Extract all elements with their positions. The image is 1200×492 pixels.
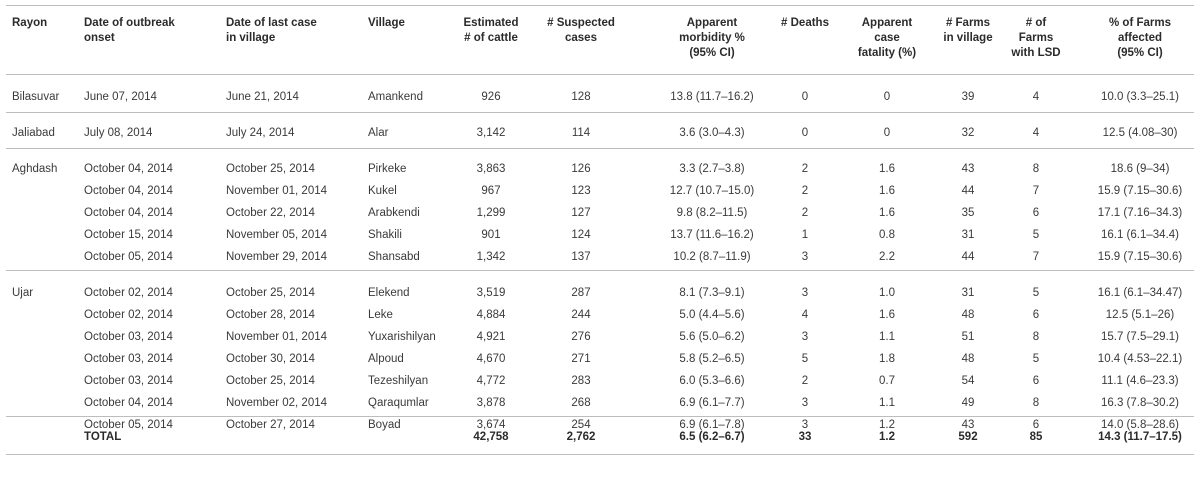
- cell-outbreak-onset: October 03, 2014: [84, 353, 173, 365]
- cell-farms-with-lsd: 5: [1032, 287, 1040, 299]
- cell-case-fatality: 1.6: [879, 163, 895, 175]
- cell-farms-affected: 11.1 (4.6–23.3): [1101, 375, 1179, 387]
- column-header-line: # Farms: [945, 17, 991, 29]
- cell-case-fatality: 0: [883, 127, 891, 139]
- column-header-line: % of Farms: [1109, 17, 1171, 29]
- cell-farms-with-lsd: 6: [1032, 309, 1040, 321]
- column-header-line: Apparent: [861, 17, 913, 29]
- cell-deaths: 3: [801, 287, 809, 299]
- cell-farms-affected: 16.3 (7.8–30.2): [1100, 397, 1179, 409]
- column-header-line: (95% CI): [1117, 47, 1163, 59]
- cell-deaths: 2: [801, 207, 809, 219]
- cell-cattle: 4,921: [476, 331, 506, 343]
- cell-last-case: November 01, 2014: [226, 185, 328, 197]
- cell-suspected-cases: 124: [571, 229, 591, 241]
- column-header-cattle: [441, 16, 541, 46]
- cell-last-case: July 24, 2014: [226, 127, 295, 139]
- cell-cattle: 3,674: [476, 419, 506, 431]
- cell-suspected-cases: 114: [571, 127, 591, 139]
- cell-farms-with-lsd: 7: [1032, 251, 1040, 263]
- cell-suspected-cases: 254: [571, 419, 591, 431]
- column-header-line: Apparent: [686, 17, 738, 29]
- cell-deaths: 1: [801, 229, 809, 241]
- cell-village: Leke: [368, 309, 393, 321]
- cell-outbreak-onset: October 04, 2014: [84, 207, 173, 219]
- cell-case-fatality: 2.2: [879, 251, 895, 263]
- column-header-line: with LSD: [1011, 47, 1061, 59]
- column-header-morbidity: [654, 16, 770, 61]
- column-header-line: # of: [1025, 17, 1047, 29]
- cell-farms-in-village: 39: [961, 91, 975, 103]
- cell-farms-with-lsd: 4: [1032, 127, 1040, 139]
- cell-morbidity: 3.3 (2.7–3.8): [679, 163, 745, 175]
- cell-case-fatality: 1.6: [879, 207, 895, 219]
- cell-deaths: 3: [801, 419, 809, 431]
- cell-outbreak-onset: October 04, 2014: [84, 163, 173, 175]
- cell-village: Qaraqumlar: [368, 397, 429, 409]
- cell-suspected-cases: 123: [571, 185, 591, 197]
- cell-outbreak-onset: October 03, 2014: [84, 331, 173, 343]
- cell-outbreak-onset: October 04, 2014: [84, 397, 173, 409]
- cell-outbreak-onset: October 05, 2014: [84, 419, 173, 431]
- cell-last-case: October 27, 2014: [226, 419, 315, 431]
- cell-last-case: October 22, 2014: [226, 207, 315, 219]
- column-header-line: # Deaths: [781, 17, 829, 29]
- cell-deaths: 0: [801, 127, 809, 139]
- cell-deaths: 3: [801, 251, 809, 263]
- cell-suspected-cases: 127: [571, 207, 591, 219]
- cell-last-case: November 29, 2014: [226, 251, 328, 263]
- cell-suspected-cases: 126: [571, 163, 591, 175]
- cell-outbreak-onset: October 04, 2014: [84, 185, 173, 197]
- cell-suspected-cases: 276: [571, 331, 591, 343]
- cell-cattle: 901: [481, 229, 501, 241]
- cell-deaths: 4: [801, 309, 809, 321]
- column-header-suspected-cases: [531, 16, 631, 46]
- cell-cattle: 3,878: [476, 397, 506, 409]
- column-header-line: # of cattle: [464, 32, 518, 44]
- cell-rayon: Ujar: [12, 287, 34, 299]
- table-rule: [6, 270, 1194, 271]
- cell-morbidity: 5.0 (4.4–5.6): [679, 309, 745, 321]
- cell-farms-affected: 15.9 (7.15–30.6): [1097, 251, 1183, 263]
- cell-morbidity: 3.6 (3.0–4.3): [679, 127, 745, 139]
- cell-farms-with-lsd: 4: [1032, 91, 1040, 103]
- cell-deaths: 3: [801, 331, 809, 343]
- cell-morbidity: 9.8 (8.2–11.5): [676, 207, 748, 219]
- cell-farms-in-village: 31: [961, 287, 975, 299]
- column-header-line: # Suspected: [547, 17, 615, 29]
- cell-case-fatality: 1.2: [879, 419, 895, 431]
- column-header-case-fatality: [842, 16, 932, 61]
- cell-morbidity: 13.8 (11.7–16.2): [670, 91, 754, 103]
- column-header-line: onset: [84, 32, 115, 44]
- column-header-line: Date of outbreak: [84, 17, 175, 29]
- column-header-line: case: [874, 32, 900, 44]
- cell-farms-in-village: 54: [961, 375, 975, 387]
- cell-farms-affected: 14.0 (5.8–28.6): [1100, 419, 1179, 431]
- cell-rayon: Bilasuvar: [12, 91, 60, 103]
- column-header-line: Village: [368, 17, 405, 29]
- cell-cattle: 4,772: [476, 375, 506, 387]
- cell-village: Pirkeke: [368, 163, 407, 175]
- cell-village: Shansabd: [368, 251, 420, 263]
- cell-farms-affected: 12.5 (4.08–30): [1102, 127, 1178, 139]
- cell-outbreak-onset: July 08, 2014: [84, 127, 153, 139]
- cell-farms-affected: 10.0 (3.3–25.1): [1100, 91, 1179, 103]
- column-header-line: Farms: [1018, 32, 1054, 44]
- table-rule: [6, 5, 1194, 6]
- cell-last-case: October 25, 2014: [226, 163, 315, 175]
- cell-farms-with-lsd: 8: [1032, 331, 1040, 343]
- cell-farms-in-village: 51: [961, 331, 975, 343]
- cell-cattle: 42,758: [473, 431, 509, 443]
- cell-last-case: November 01, 2014: [226, 331, 328, 343]
- cell-case-fatality: 1.2: [879, 431, 895, 443]
- cell-farms-affected: 16.1 (6.1–34.4): [1100, 229, 1179, 241]
- cell-cattle: 1,342: [476, 251, 506, 263]
- cell-farms-with-lsd: 6: [1032, 207, 1040, 219]
- cell-farms-affected: 12.5 (5.1–26): [1105, 309, 1175, 321]
- cell-farms-affected: 17.1 (7.16–34.3): [1097, 207, 1183, 219]
- column-header-deaths: [770, 16, 840, 31]
- cell-morbidity: 8.1 (7.3–9.1): [679, 287, 745, 299]
- cell-village: Tezeshilyan: [368, 375, 429, 387]
- cell-farms-affected: 14.3 (11.7–17.5): [1098, 431, 1182, 443]
- cell-farms-in-village: 44: [961, 251, 975, 263]
- column-header-farms-with-lsd: [996, 16, 1076, 61]
- cell-village: Boyad: [368, 419, 401, 431]
- column-header-outbreak-onset: [84, 16, 214, 46]
- cell-farms-with-lsd: 85: [1029, 431, 1043, 443]
- cell-morbidity: 6.5 (6.2–6.7): [679, 431, 745, 443]
- cell-outbreak-onset: June 07, 2014: [84, 91, 157, 103]
- table-rule: [6, 74, 1194, 75]
- cell-farms-with-lsd: 5: [1032, 353, 1040, 365]
- column-header-line: Rayon: [12, 17, 48, 29]
- cell-farms-in-village: 48: [961, 309, 975, 321]
- cell-suspected-cases: 244: [571, 309, 591, 321]
- cell-morbidity: 5.8 (5.2–6.5): [679, 353, 745, 365]
- cell-suspected-cases: 137: [571, 251, 591, 263]
- column-header-last-case: [226, 16, 356, 46]
- cell-outbreak-onset: October 02, 2014: [84, 287, 173, 299]
- cell-morbidity: 13.7 (11.6–16.2): [670, 229, 754, 241]
- column-header-rayon: [12, 16, 82, 31]
- cell-village: Yuxarishilyan: [368, 331, 436, 343]
- cell-case-fatality: 1.1: [879, 397, 895, 409]
- cell-suspected-cases: 287: [571, 287, 591, 299]
- cell-case-fatality: 0: [883, 91, 891, 103]
- cell-deaths: 5: [801, 353, 809, 365]
- cell-farms-with-lsd: 8: [1032, 163, 1040, 175]
- cell-last-case: November 05, 2014: [226, 229, 328, 241]
- cell-farms-in-village: 592: [958, 431, 978, 443]
- table-rule: [6, 148, 1194, 149]
- cell-farms-with-lsd: 5: [1032, 229, 1040, 241]
- cell-cattle: 4,670: [476, 353, 506, 365]
- cell-outbreak-onset: TOTAL: [84, 431, 122, 443]
- column-header-line: in village: [226, 32, 276, 44]
- cell-rayon: Aghdash: [12, 163, 58, 175]
- cell-suspected-cases: 271: [571, 353, 591, 365]
- cell-farms-affected: 15.7 (7.5–29.1): [1100, 331, 1179, 343]
- cell-deaths: 2: [801, 185, 809, 197]
- cell-village: Shakili: [368, 229, 402, 241]
- cell-suspected-cases: 283: [571, 375, 591, 387]
- cell-morbidity: 5.6 (5.0–6.2): [679, 331, 745, 343]
- cell-morbidity: 6.0 (5.3–6.6): [679, 375, 745, 387]
- cell-cattle: 967: [481, 185, 501, 197]
- column-header-line: affected: [1117, 32, 1163, 44]
- cell-outbreak-onset: October 05, 2014: [84, 251, 173, 263]
- cell-farms-in-village: 35: [961, 207, 975, 219]
- cell-last-case: October 25, 2014: [226, 287, 315, 299]
- cell-farms-with-lsd: 7: [1032, 185, 1040, 197]
- cell-deaths: 33: [798, 431, 812, 443]
- cell-cattle: 3,142: [476, 127, 506, 139]
- cell-cattle: 926: [481, 91, 501, 103]
- cell-farms-affected: 16.1 (6.1–34.47): [1097, 287, 1183, 299]
- cell-village: Elekend: [368, 287, 410, 299]
- column-header-line: fatality (%): [857, 47, 917, 59]
- cell-farms-affected: 10.4 (4.53–22.1): [1097, 353, 1183, 365]
- cell-outbreak-onset: October 15, 2014: [84, 229, 173, 241]
- cell-morbidity: 10.2 (8.7–11.9): [673, 251, 751, 263]
- cell-case-fatality: 0.8: [879, 229, 895, 241]
- cell-farms-with-lsd: 8: [1032, 397, 1040, 409]
- cell-deaths: 0: [801, 91, 809, 103]
- cell-morbidity: 6.9 (6.1–7.8): [679, 419, 745, 431]
- cell-farms-affected: 18.6 (9–34): [1110, 163, 1170, 175]
- cell-case-fatality: 0.7: [879, 375, 895, 387]
- cell-case-fatality: 1.6: [879, 185, 895, 197]
- cell-farms-in-village: 43: [961, 419, 975, 431]
- column-header-line: in village: [943, 32, 993, 44]
- cell-morbidity: 12.7 (10.7–15.0): [669, 185, 755, 197]
- cell-cattle: 1,299: [476, 207, 506, 219]
- column-header-line: Estimated: [463, 17, 519, 29]
- cell-cattle: 4,884: [476, 309, 506, 321]
- cell-case-fatality: 1.0: [879, 287, 895, 299]
- column-header-line: cases: [565, 32, 597, 44]
- cell-last-case: October 25, 2014: [226, 375, 315, 387]
- cell-village: Alar: [368, 127, 389, 139]
- table-rule: [6, 454, 1194, 455]
- cell-farms-in-village: 31: [961, 229, 975, 241]
- cell-last-case: June 21, 2014: [226, 91, 299, 103]
- cell-deaths: 2: [801, 375, 809, 387]
- column-header-line: Date of last case: [226, 17, 317, 29]
- cell-village: Arabkendi: [368, 207, 420, 219]
- cell-case-fatality: 1.6: [879, 309, 895, 321]
- cell-cattle: 3,519: [476, 287, 506, 299]
- cell-suspected-cases: 268: [571, 397, 591, 409]
- cell-village: Kukel: [368, 185, 397, 197]
- cell-farms-in-village: 49: [961, 397, 975, 409]
- cell-last-case: October 28, 2014: [226, 309, 315, 321]
- cell-farms-with-lsd: 6: [1032, 375, 1040, 387]
- cell-village: Alpoud: [368, 353, 404, 365]
- cell-farms-in-village: 44: [961, 185, 975, 197]
- cell-suspected-cases: 128: [571, 91, 591, 103]
- cell-farms-affected: 15.9 (7.15–30.6): [1097, 185, 1183, 197]
- column-header-line: (95% CI): [689, 47, 735, 59]
- cell-case-fatality: 1.8: [879, 353, 895, 365]
- cell-farms-in-village: 32: [961, 127, 975, 139]
- cell-farms-in-village: 48: [961, 353, 975, 365]
- cell-case-fatality: 1.1: [879, 331, 895, 343]
- cell-village: Amankend: [368, 91, 423, 103]
- cell-morbidity: 6.9 (6.1–7.7): [679, 397, 745, 409]
- cell-outbreak-onset: October 03, 2014: [84, 375, 173, 387]
- cell-last-case: November 02, 2014: [226, 397, 328, 409]
- cell-deaths: 3: [801, 397, 809, 409]
- table-rule: [6, 112, 1194, 113]
- cell-farms-in-village: 43: [961, 163, 975, 175]
- cell-last-case: October 30, 2014: [226, 353, 315, 365]
- column-header-farms-affected: [1085, 16, 1195, 61]
- column-header-line: morbidity %: [679, 32, 745, 44]
- cell-cattle: 3,863: [476, 163, 506, 175]
- cell-suspected-cases: 2,762: [566, 431, 596, 443]
- cell-deaths: 2: [801, 163, 809, 175]
- cell-outbreak-onset: October 02, 2014: [84, 309, 173, 321]
- cell-farms-with-lsd: 6: [1032, 419, 1040, 431]
- cell-rayon: Jaliabad: [12, 127, 55, 139]
